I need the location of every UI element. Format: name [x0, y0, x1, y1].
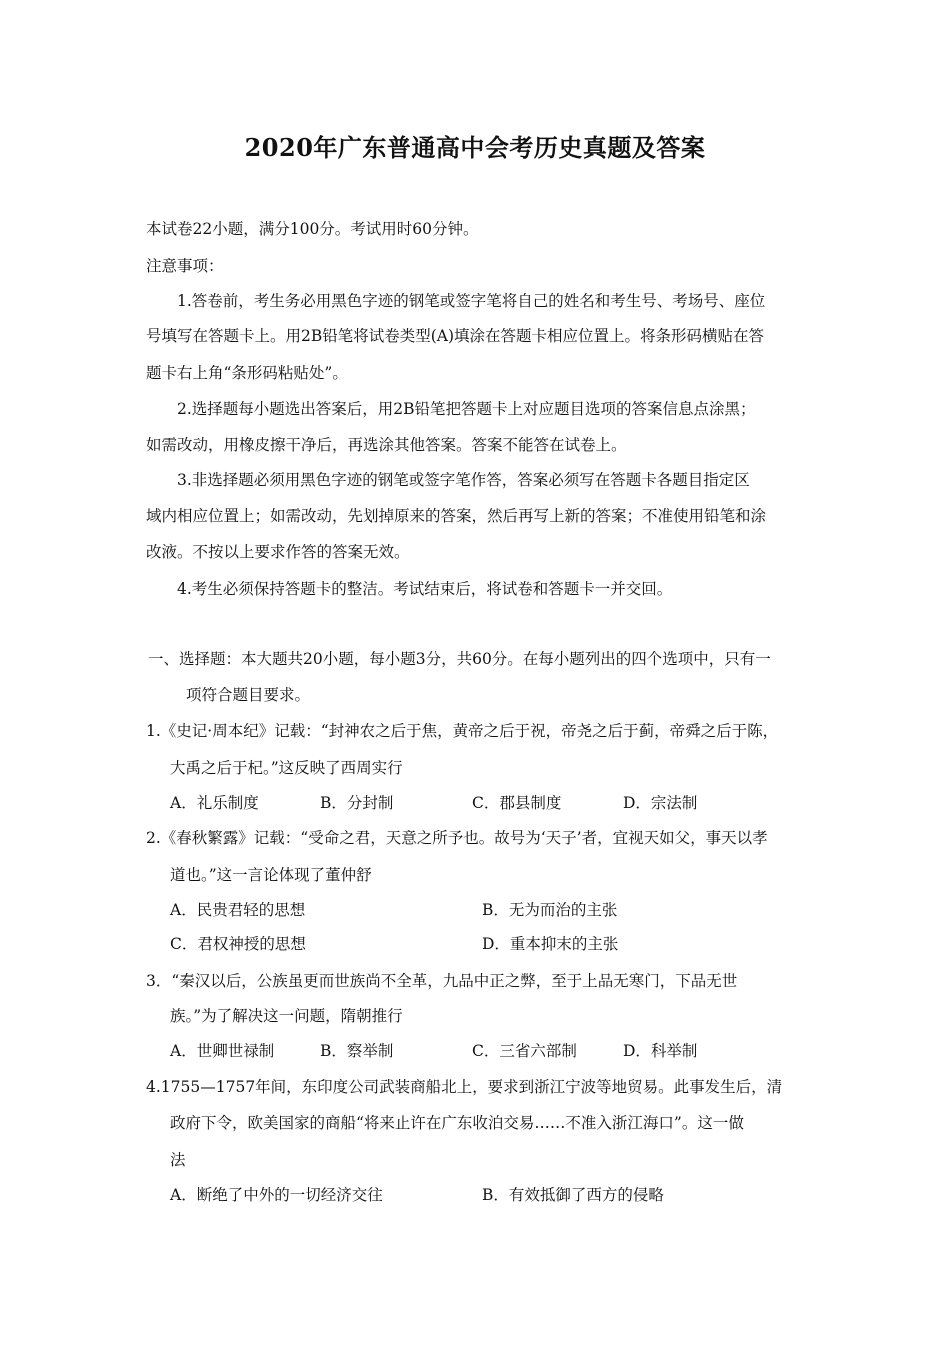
option-a: A．世卿世禄制 [170, 1042, 275, 1060]
question-4-line-1: 4.1755—1757年间，东印度公司武装商船北上，要求到浙江宁波等地贸易。此事发生后，清 [146, 1078, 783, 1096]
question-2-option-c: C．君权神授的思想 [170, 935, 306, 953]
question-4-line-2: 政府下令，欧美国家的商船“将来止许在广东收泊交易……不准入浙江海口”。这一做 [170, 1114, 744, 1132]
section-heading: 一、选择题：本大题共20小题，每小题3分，共60分。在每小题列出的四个选项中，只有一 [148, 650, 771, 668]
question-2-option-d: D．重本抑末的主张 [482, 935, 619, 953]
notice-3-line-3: 改液。不按以上要求作答的答案无效。 [146, 543, 410, 561]
option-a: A．礼乐制度 [170, 794, 259, 812]
option-b: B．分封制 [320, 794, 394, 812]
question-4-line-3: 法 [170, 1151, 186, 1169]
page-title: 2020年广东普通高中会考历史真题及答案 [244, 133, 706, 162]
question-2-option-b: B．无为而治的主张 [482, 901, 618, 919]
notice-2-line-2: 如需改动，用橡皮擦干净后，再选涂其他答案。答案不能答在试卷上。 [146, 436, 627, 454]
question-2-line-1: 2.《春秋繁露》记载：“受命之君，天意之所予也。故号为‘天子’者，宜视天如父，事天以孝 [146, 829, 768, 847]
option-b: B．察举制 [320, 1042, 394, 1060]
notice-1-line-3: 题卡右上角“条形码粘贴处”。 [146, 364, 348, 382]
option-d: D．科举制 [623, 1042, 698, 1060]
option-c: C．三省六部制 [472, 1042, 577, 1060]
question-1-line-2: 大禹之后于杞。”这反映了西周实行 [170, 759, 403, 777]
question-3-line-2: 族。”为了解决这一问题，隋朝推行 [170, 1007, 403, 1025]
section-heading-cont: 项符合题目要求。 [186, 686, 311, 704]
option-c: C．郡县制度 [472, 794, 562, 812]
intro-text: 本试卷22小题，满分100分。考试用时60分钟。 [146, 220, 479, 238]
notice-4-line-1: 4.考生必须保持答题卡的整洁。考试结束后，将试卷和答题卡一并交回。 [177, 580, 673, 598]
question-4-option-b: B．有效抵御了西方的侵略 [482, 1186, 664, 1204]
question-3-line-1: 3．“秦汉以后，公族虽更而世族尚不全革，九品中正之弊，至于上品无寒门，下品无世 [146, 972, 738, 990]
notice-1-line-1: 1.答卷前，考生务必用黑色字迹的钢笔或签字笔将自己的姓名和考生号、考场号、座位 [177, 292, 766, 310]
notice-1-line-2: 号填写在答题卡上。用2B铅笔将试卷类型(A)填涂在答题卡相应位置上。将条形码横贴在答 [146, 327, 765, 345]
option-d: D．宗法制 [623, 794, 698, 812]
notice-3-line-2: 域内相应位置上；如需改动，先划掉原来的答案，然后再写上新的答案；不准使用铅笔和涂 [146, 507, 767, 525]
question-4-option-a: A．断绝了中外的一切经济交往 [170, 1186, 383, 1204]
question-2-option-a: A．民贵君轻的思想 [170, 901, 306, 919]
question-1-line-1: 1.《史记·周本纪》记载：“封神农之后于焦，黄帝之后于祝，帝尧之后于蓟，帝舜之后于陈， [146, 722, 779, 740]
notice-3-line-1: 3.非选择题必须用黑色字迹的钢笔或签字笔作答，答案必须写在答题卡各题目指定区 [177, 471, 750, 489]
question-2-line-2: 道也。”这一言论体现了董仲舒 [170, 866, 372, 884]
notice-heading: 注意事项： [146, 257, 224, 275]
notice-2-line-1: 2.选择题每小题选出答案后，用2B铅笔把答题卡上对应题目选项的答案信息点涂黑； [177, 400, 756, 418]
